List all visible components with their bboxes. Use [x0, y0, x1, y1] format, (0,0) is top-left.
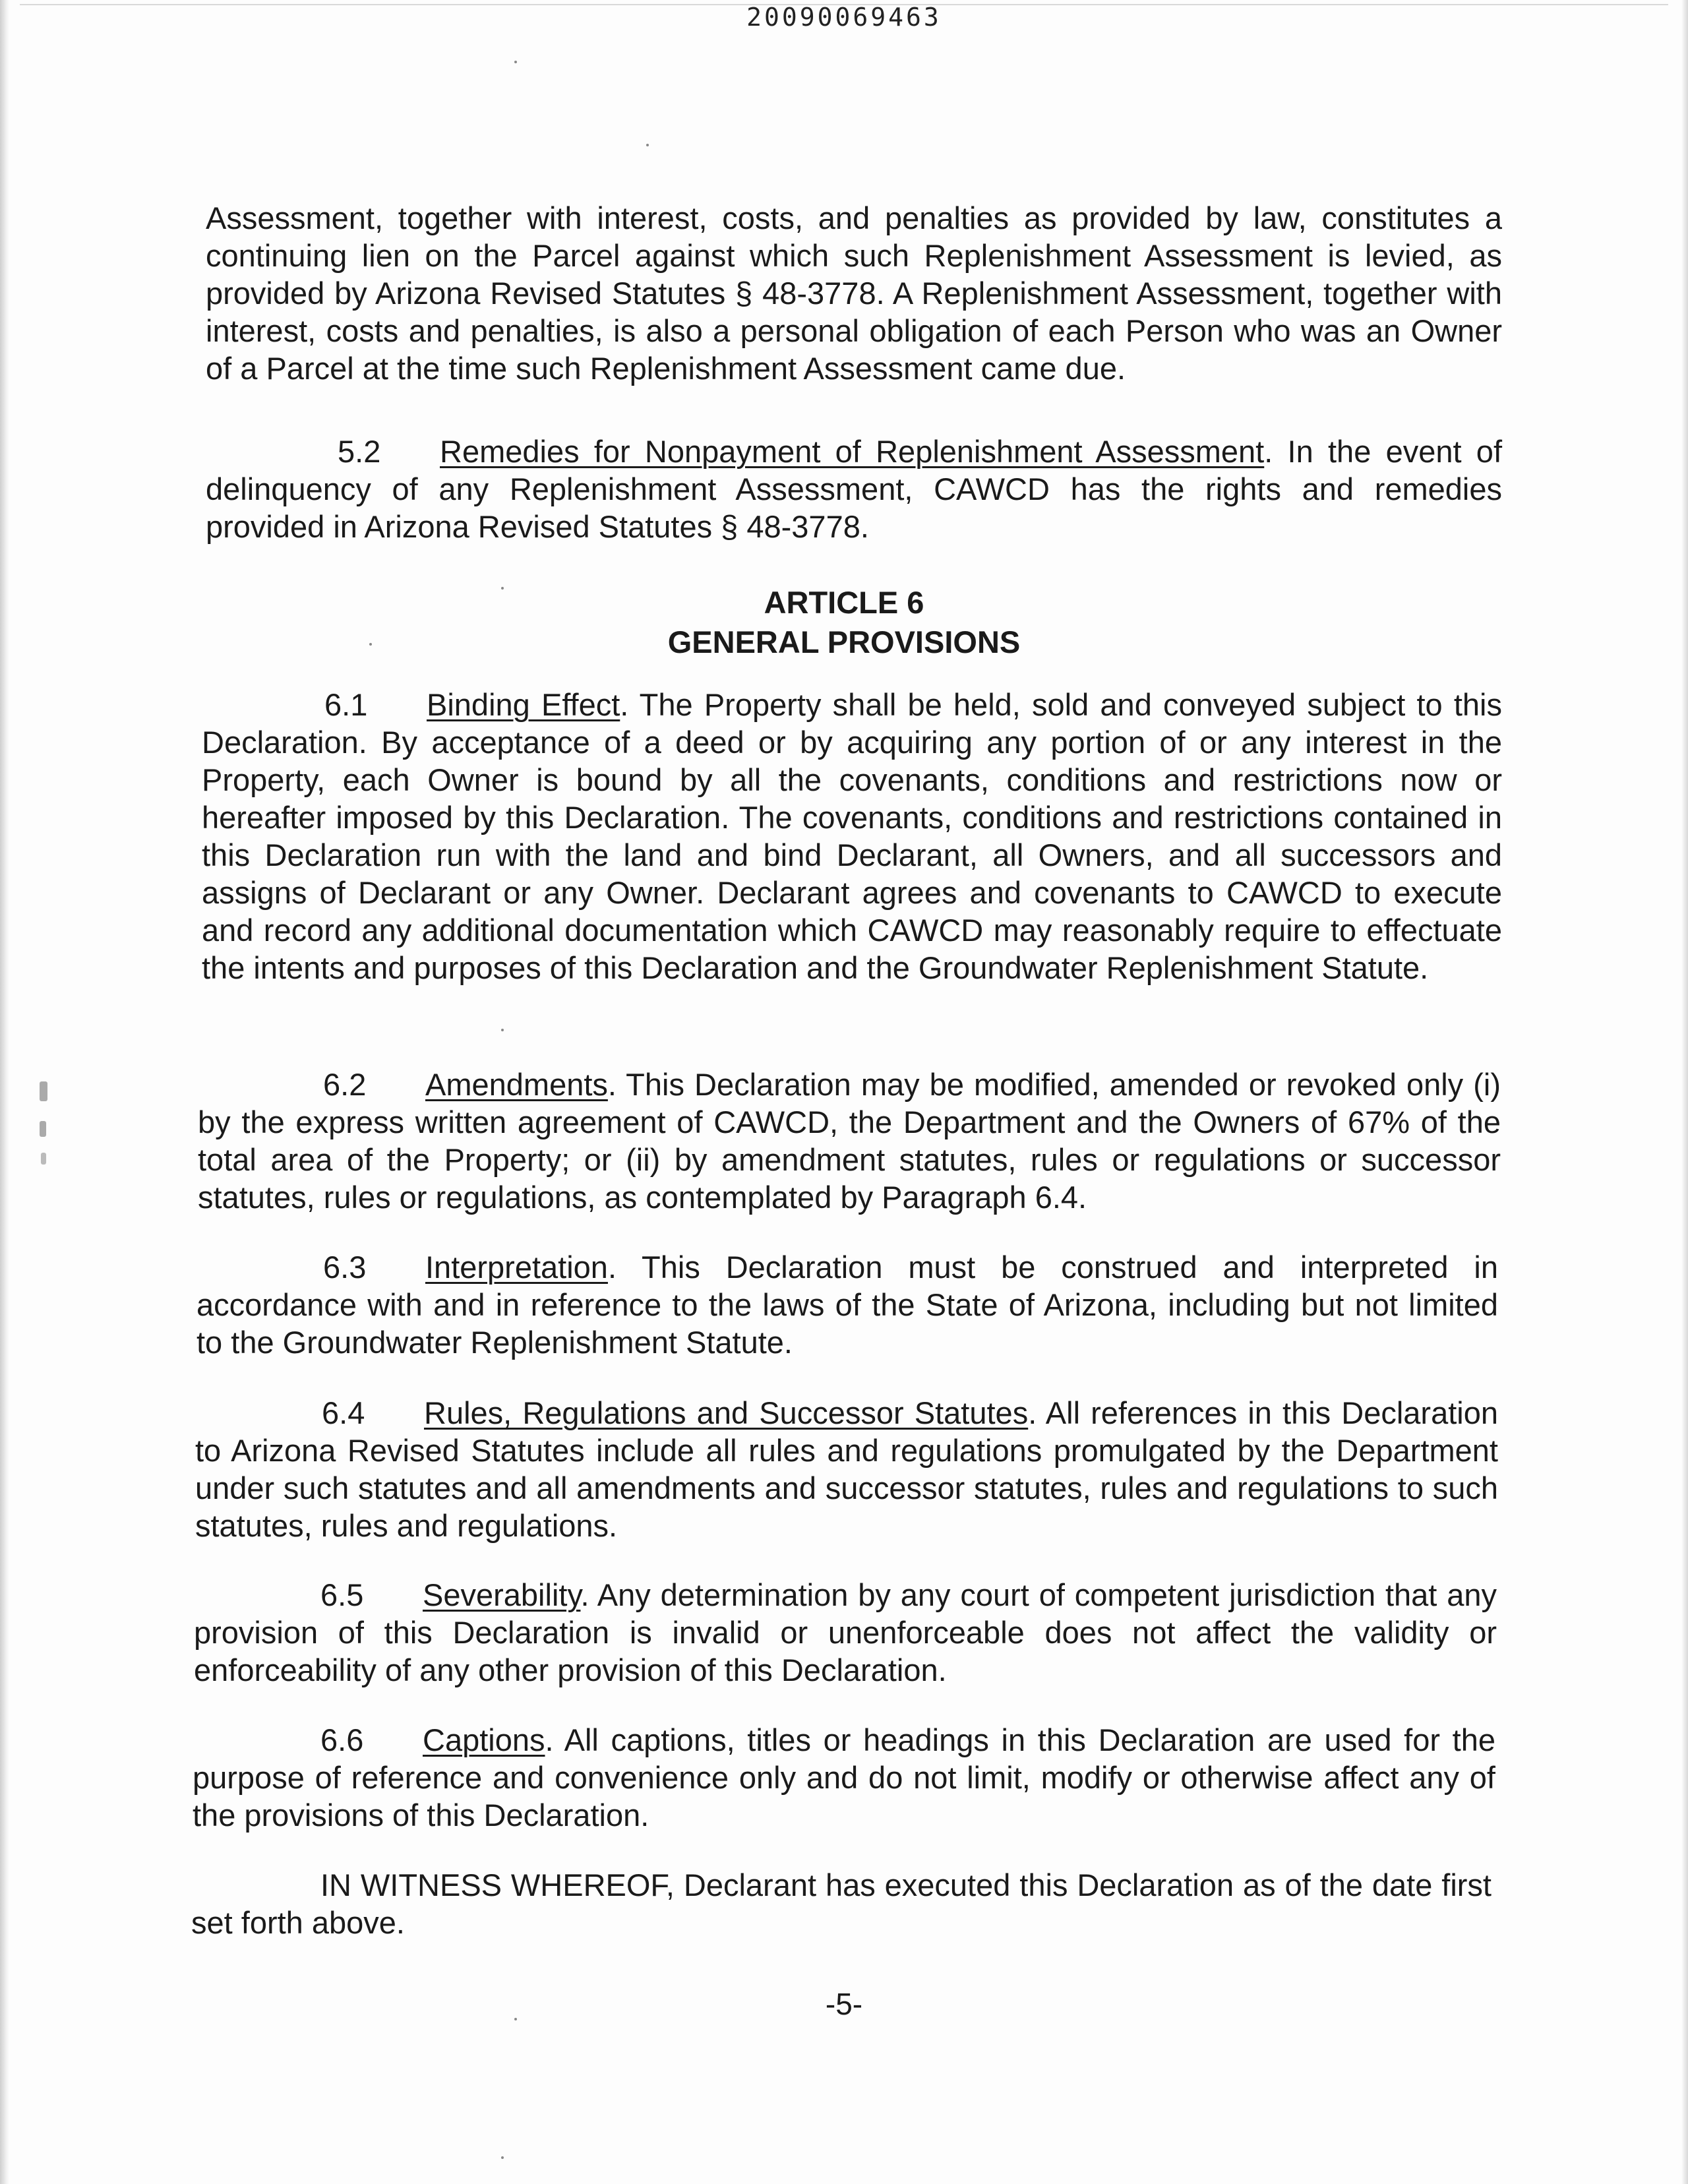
scan-edge-left — [0, 0, 9, 2184]
page-number: -5- — [825, 1987, 863, 2021]
section-heading: Interpretation — [425, 1250, 608, 1285]
scan-edge-right — [1681, 0, 1688, 2184]
section-6-3 — [196, 1248, 1498, 1361]
scan-speck — [501, 2156, 504, 2159]
section-heading: Severability — [423, 1577, 581, 1612]
article-number: ARTICLE 6 — [764, 585, 924, 620]
scan-speck — [514, 61, 517, 63]
section-text: . Any determination by any court of competent jurisdiction that any provision of this Declaration is invalid or unenforceable does not affect the validity or enforceability of any other provision of this Declaration. — [194, 1577, 1497, 1687]
section-5-2 — [206, 433, 1502, 545]
scan-speck — [646, 144, 649, 146]
section-6-1 — [202, 686, 1502, 986]
section-number: 6.5 — [320, 1577, 364, 1612]
section-number: 6.1 — [324, 687, 368, 722]
article-title: GENERAL PROVISIONS — [667, 624, 1021, 659]
scan-speck — [514, 2018, 517, 2020]
section-heading: Captions — [423, 1722, 545, 1757]
section-6-4 — [195, 1394, 1498, 1544]
scan-speck — [40, 1081, 47, 1101]
section-number: 6.6 — [320, 1722, 364, 1757]
section-heading: Binding Effect — [427, 687, 620, 722]
scan-speck — [501, 1029, 504, 1031]
section-number: 6.3 — [323, 1250, 367, 1285]
witness-text: IN WITNESS WHEREOF, Declarant has executed this Declaration as of the date first set forth above. — [191, 1867, 1492, 1940]
section-text: . In the event of delinquency of any Replenishment Assessment, CAWCD has the rights and remedies provided in Arizona Revised Statutes § 48-3778. — [206, 434, 1502, 544]
continued-paragraph — [206, 199, 1502, 387]
section-number: 5.2 — [338, 434, 381, 469]
document-number: 20090069463 — [746, 3, 942, 32]
section-number: 6.2 — [323, 1067, 367, 1102]
witness-clause — [191, 1866, 1492, 1941]
scan-speck — [369, 643, 372, 646]
section-text: . This Declaration may be modified, amended or revoked only (i) by the express written agreement of CAWCD, the Department and the Owners of 67% of the total area of the Property; or (ii) by amendment statutes, rules or regulations or successor statutes, rules or regulations, as contemplated by Paragraph 6.4. — [198, 1067, 1501, 1215]
section-6-2 — [198, 1066, 1501, 1216]
scan-speck — [41, 1153, 46, 1165]
section-number: 6.4 — [322, 1395, 365, 1430]
section-text: . This Declaration must be construed and interpreted in accordance with and in reference to the laws of the State of Arizona, including but not limited to the Groundwater Replenishment Statute. — [196, 1250, 1498, 1360]
section-6-5 — [194, 1576, 1497, 1689]
section-text: . The Property shall be held, sold and conveyed subject to this Declaration. By acceptance of a deed or by acquiring any portion of or any interest in the Property, each Owner is bound by all the covenants, conditions and restrictions now or hereafter imposed by this Declaration. The covenants, conditions and restrictions contained in this Declaration run with the land and bind Declarant, all Owners, and all successors and assigns of Declarant or any Owner. Declarant agrees and covenants to CAWCD to execute and record any additional documentation which CAWCD may reasonably require to effectuate the intents and purposes of this Declaration and the Groundwater Replenishment Statute. — [202, 687, 1502, 985]
section-heading: Amendments — [425, 1067, 608, 1102]
section-heading: Rules, Regulations and Successor Statutes — [424, 1395, 1029, 1430]
scan-speck — [40, 1121, 46, 1137]
paragraph-text: Assessment, together with interest, costs, and penalties as provided by law, constitutes a continuing lien on the Parcel against which such Replenishment Assessment is levied, as provided by Arizona Revised Statutes § 48-3778. A Replenishment Assessment, together with interest, costs and penalties, is also a personal obligation of each Person who was an Owner of a Parcel at the time such Replenishment Assessment came due. — [206, 200, 1502, 386]
section-text: . All references in this Declaration to Arizona Revised Statutes include all rules and regulations promulgated by the Department under such statutes and all amendments and successor statutes, rules and regulations to such statutes, rules and regulations. — [195, 1395, 1499, 1543]
scan-speck — [501, 587, 504, 590]
section-6-6 — [193, 1721, 1495, 1834]
section-heading: Remedies for Nonpayment of Replenishment Assessment — [440, 434, 1265, 469]
section-text: . All captions, titles or headings in this Declaration are used for the purpose of reference and convenience only and do not limit, modify or otherwise affect any of the provisions of this Declaration. — [193, 1722, 1495, 1833]
